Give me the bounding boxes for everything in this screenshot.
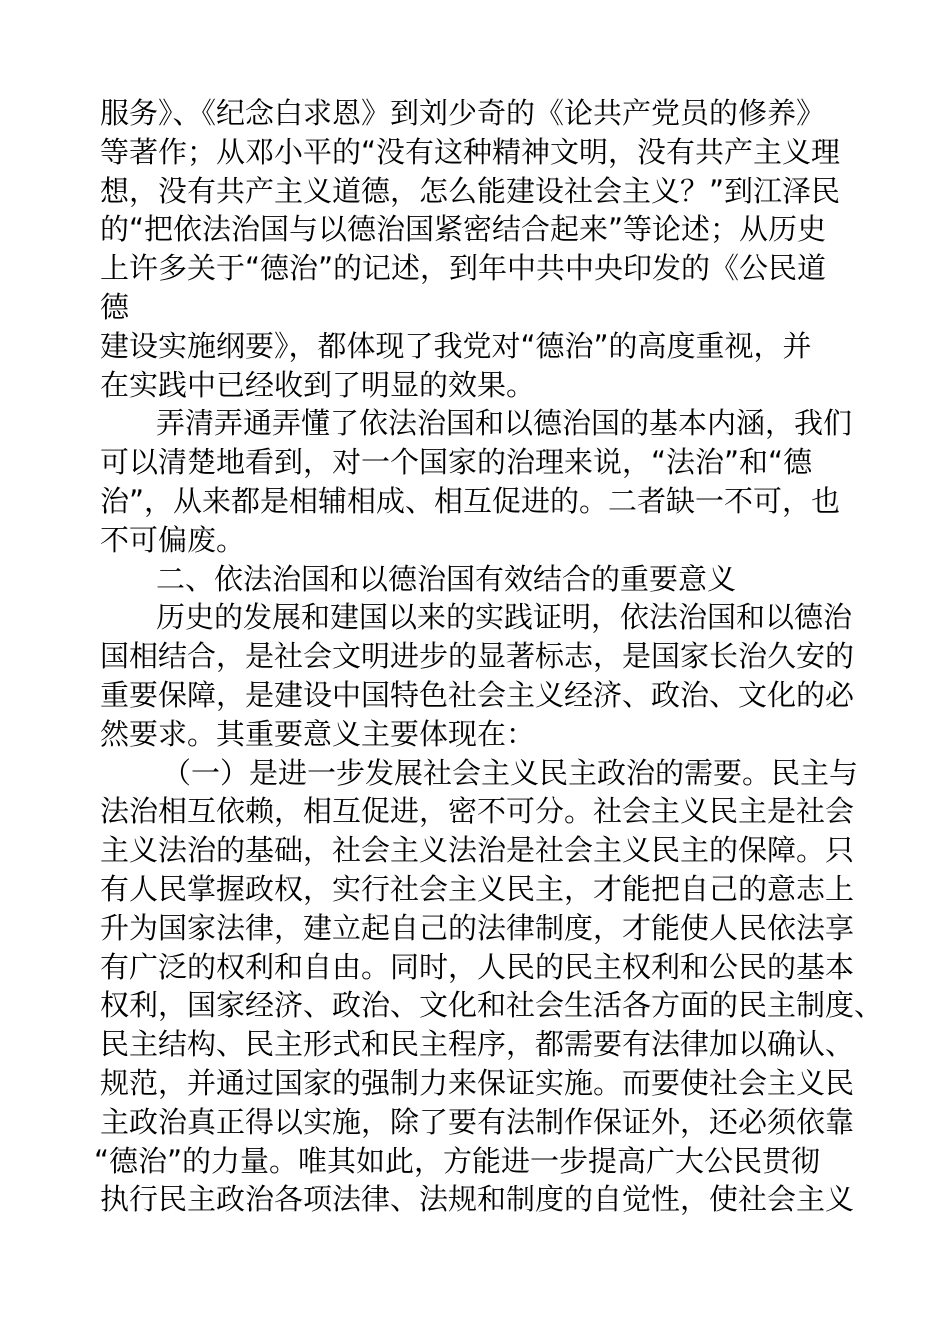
- text-line: 在实践中已经收到了明显的效果。: [100, 367, 536, 402]
- text-line: 主政治真正得以实施，除了要有法制作保证外，还必须依靠: [100, 1104, 855, 1139]
- text-line: 建设实施纲要》，都体现了我党对“德治”的高度重视，并: [100, 328, 812, 363]
- text-line: 民主结构、民主形式和民主程序，都需要有法律加以确认、: [100, 1027, 855, 1062]
- text-line: 上许多关于“德治”的记述，到年中共中央印发的《公民道: [100, 251, 827, 286]
- text-line: 不可偏废。: [100, 522, 246, 557]
- text-line: 然要求。其重要意义主要体现在：: [100, 716, 536, 751]
- text-line: 主义法治的基础，社会主义法治是社会主义民主的保障。只: [100, 833, 855, 868]
- text-line: 有人民掌握政权，实行社会主义民主，才能把自己的意志上: [100, 871, 855, 906]
- text-line: “德治”的力量。唯其如此，方能进一步提高广大公民贯彻: [94, 1143, 821, 1178]
- text-line: 有广泛的权利和自由。同时，人民的民主权利和公民的基本: [100, 949, 855, 984]
- text-line: 可以清楚地看到，对一个国家的治理来说，“法治”和“德: [100, 445, 813, 480]
- section-heading: 二、依法治国和以德治国有效结合的重要意义: [156, 561, 737, 596]
- text-line: 升为国家法律，建立起自己的法律制度，才能使人民依法享: [100, 910, 855, 945]
- body-text: [94, 94, 884, 1219]
- text-line: 规范，并通过国家的强制力来保证实施。而要使社会主义民: [100, 1065, 855, 1100]
- paragraph-start-line: 历史的发展和建国以来的实践证明，依法治国和以德治: [156, 600, 853, 635]
- text-line: 的“把依法治国与以德治国紧密结合起来”等论述；从历史: [100, 212, 827, 247]
- text-line: 治”，从来都是相辅相成、相互促进的。二者缺一不可，也: [100, 483, 841, 518]
- text-line: 重要保障，是建设中国特色社会主义经济、政治、文化的必: [100, 677, 855, 712]
- text-line: 服务》、《纪念白求恩》到刘少奇的《论共产党员的修养》: [100, 96, 826, 130]
- text-line: 德: [100, 289, 130, 324]
- text-line: 权利，国家经济、政治、文化和社会生活各方面的民主制度、: [100, 988, 884, 1023]
- paragraph-start-line: 弄清弄通弄懂了依法治国和以德治国的基本内涵，我们: [156, 406, 853, 441]
- subsection-start-line: （一）是进一步发展社会主义民主政治的需要。民主与: [162, 755, 859, 790]
- text-line: 国相结合，是社会文明进步的显著标志，是国家长治久安的: [100, 639, 855, 674]
- text-line: 等著作；从邓小平的“没有这种精神文明，没有共产主义理: [100, 134, 841, 169]
- text-line: 执行民主政治各项法律、法规和制度的自觉性，使社会主义: [100, 1182, 855, 1217]
- text-line: 想，没有共产主义道德，怎么能建设社会主义？”到江泽民: [100, 173, 841, 208]
- text-line: 法治相互依赖，相互促进，密不可分。社会主义民主是社会: [100, 794, 855, 829]
